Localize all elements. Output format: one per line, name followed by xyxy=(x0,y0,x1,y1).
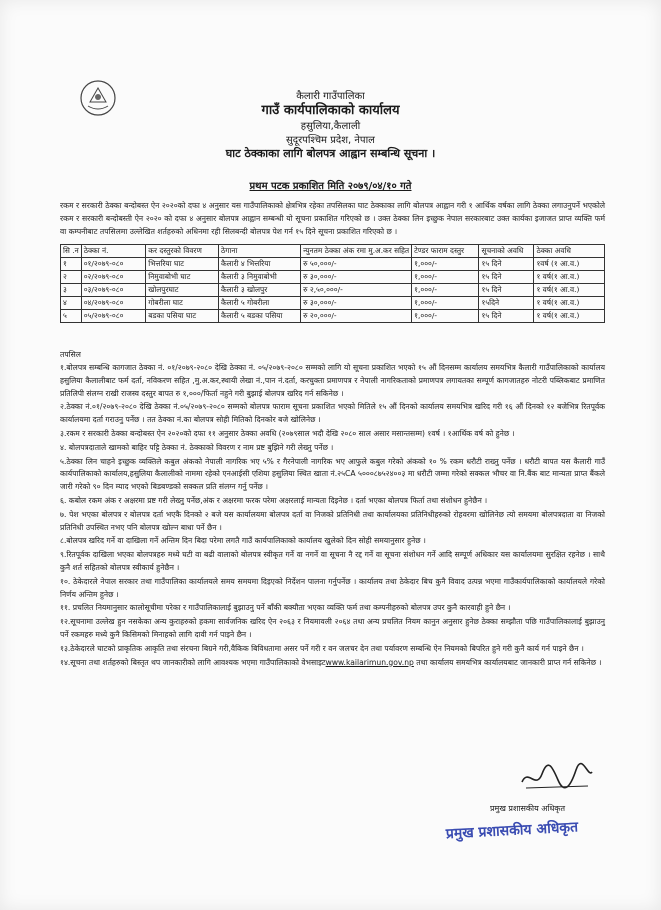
office-address: हसुलिया,कैलाली xyxy=(300,121,361,132)
table-cell: रु ३०,०००/- xyxy=(301,297,412,310)
table-cell: कैलारी ५ गोबरीला xyxy=(218,297,300,310)
table-cell: खोलपुरघाट xyxy=(146,284,219,297)
office-title: गाउँ कार्यपालिकाको कार्यालय xyxy=(261,103,400,118)
table-cell: १,०००/- xyxy=(412,284,479,297)
table-cell: ०४/२०७९-०८० xyxy=(81,297,146,310)
column-header: सूचनाको अवधि xyxy=(479,245,534,258)
table-cell: बडका पसिया घाट xyxy=(146,310,219,323)
rule-item: १२.सूचनामा उल्लेख हुन नसकेका अन्य कुराहरुको हकमा सार्वजनिक खरिद ऐन २०६३ र नियमावली २०६४ तथा अन्य प्रचलित नियम कानुन अनुसार हुनेछ ठेक्का सम्झौता पछि गाउँपालिकालाई बुझाउनु पर्ने रकमहरु मध्ये कुनै किसिमको मिनाहको लागि दावी गर्न पाइने छैन । xyxy=(60,617,605,639)
municipality-name: कैलारी गाउँपालिका xyxy=(296,91,365,102)
table-cell: गोबरीला घाट xyxy=(146,297,219,310)
table-cell: निमुवाबोभी घाट xyxy=(146,271,219,284)
table-cell: २ xyxy=(61,271,82,284)
column-header: सि .न xyxy=(61,245,82,258)
table-cell: १,०००/- xyxy=(412,258,479,271)
rule-item: १३.ठेकेदारले घाटको प्राकृतिक आकृति तथा संरचना बिग्रने गरी,वैकिक बिविधतामा असर पर्ने गरी र वन जलचर देन तथा पर्यावरण सम्बन्धि ऐन नियमको बिपरित हुने गरी कुनै कार्य गर्न पाइने छैन । xyxy=(60,643,584,653)
table-row xyxy=(61,258,605,271)
province-line: सुदूरपश्चिम प्रदेश, नेपाल xyxy=(286,135,375,146)
table-cell: १ xyxy=(61,258,82,271)
rule-item-14 xyxy=(60,657,605,670)
tapsil-label: तपसिल xyxy=(60,350,81,359)
table-cell: कैलारी ३ खोलपुर xyxy=(218,284,300,297)
signature-icon xyxy=(518,760,596,796)
table-cell: १ वर्ष(१ आ.व.) xyxy=(534,271,605,284)
table-cell: १५ दिने xyxy=(479,271,534,284)
table-cell: १५ दिने xyxy=(479,284,534,297)
intro-paragraph: रकम र सरकारी ठेक्का बन्दोबस्त ऐन २०२०को दफा ४ अनुसार यस गाउँपालिकाको क्षेत्रभित्र रहेका तपसिलका घाट ठेक्काका लागि बोलपत्र आह्वान गरी १ आर्थिक वर्षका लागि ठेक्का लगाउनुपर्ने भएकोले रकम र सरकारी बन्दोबस्ती ऐन २०२० को दफा ४ अनुसार बोलपत्र आह्वान सम्बन्धी यो सूचना प्रकाशित गरिएको छ । उक्त ठेक्का लिन इच्छुक नेपाल सरकारबाट उक्त कार्यका इजाजत प्राप्त व्यक्ति फर्म वा कम्पनीबाट तपसिलमा उल्लेखित शर्तहरुको अधिनमा रही सिलबन्दी बोलपत्र पेश गर्न १५ दिने सूचना प्रकाशित गरिएको छ । xyxy=(60,201,605,236)
rule-item: ५.ठेक्का लिन चाहने इच्छुक व्यक्तिले कबुल अंकको नेपाली नागरिक भए ५% र गैरनेपाली नागरिक भए आफुले कबुल गरेको अंकको १० % रकम धरौटी राख्नु पर्नेछ । धरौटी बापत यस कैलारी गाउँ कार्यपालिकाको कार्यालय,हसुलिया कैलालीको नाममा रहेको एनआईसी एशिया हसुलिया स्थित खाता नं.२५CA ५०००८७५२४००३ मा धरौटी जम्मा गरेको सक्कल भौचर वा नि.बैंक बाट मान्यता प्राप्त बैंकले जारी गरेको ९० दिन म्याद भएको बिडबण्डको सक्कल प्रति संलग्न गर्नु पर्नेछ । xyxy=(60,456,605,492)
table-cell: १५दिने xyxy=(479,297,534,310)
table-cell: १ वर्ष(१ आ.व.) xyxy=(534,297,605,310)
signatory-title: प्रमुख प्रशासकीय अधिकृत xyxy=(490,804,566,813)
column-header: ठेक्का अवधि xyxy=(534,245,605,258)
table-cell: १,०००/- xyxy=(412,297,479,310)
tender-table xyxy=(60,244,605,323)
website-link[interactable]: www.kailarimun.gov.np xyxy=(325,657,414,667)
table-cell: भित्तरिया घाट xyxy=(146,258,219,271)
notice-subject: घाट ठेक्काका लागि बोलपत्र आह्वान सम्बन्धि सूचना । xyxy=(225,147,436,160)
table-cell: रु ३०,०००/- xyxy=(301,271,412,284)
table-cell: ०१/२०७९-०८० xyxy=(81,258,146,271)
table-cell: १,०००/- xyxy=(412,310,479,323)
table-cell: ४ xyxy=(61,297,82,310)
publish-date: प्रथम पटक प्रकाशित मिति २०७९/०४/१० गते xyxy=(249,181,412,192)
table-cell: कैलारी ३ निमुवाबोभी xyxy=(218,271,300,284)
rule-item: ११. प्रचलित नियमानुसार कालोसूचीमा परेका र गाउँपालिकालाई बुझाउनु पर्ने बाँकी बक्यौता भएका व्यक्ति फर्म तथा कम्पनीहरुको बोलपत्र उपर कुनै कारवाही हुने छैन । xyxy=(60,603,511,613)
column-header: टेण्डर फाराम दस्तुर xyxy=(412,245,479,258)
column-header: कर दस्तुरको विवरण xyxy=(146,245,219,258)
table-cell: ५ xyxy=(61,310,82,323)
column-header: ठेक्का नं. xyxy=(81,245,146,258)
table-cell: कैलारी ४ भित्तरिया xyxy=(218,258,300,271)
rule-item: ४. बोलपत्रदाताले खामको बाहिर पट्टि ठेक्का नं. ठेक्काको विवरण र नाम प्रष्ट बुझिने गरी लेख्नु पर्नेछ । xyxy=(60,442,334,452)
rule-item: १.बोलपत्र सम्बन्धि कागजात ठेक्का नं. ०१/२०७९-२०८० देखि ठेक्का नं. ०५/२०७९-२०८० सम्मको लागि यो सूचना प्रकाशित भएको १५ औं दिनसम्म कार्यालय समयभित्र कैलारी गाउँपालिकाको कार्यालय हसुलिया कैलालीबाट फर्म दर्ता, नविकरण सहित ,मु.अ.कर,स्थायी लेखा नं.,पान नं.दर्ता, करचुक्ता प्रमाणपत्र र नेपाली नागरिकताको प्रमाणपत्र लगायतका सम्पूर्ण कागजातहरु नोटरी पब्लिकबाट प्रमाणित प्रतिलिपी संलग्न राखी राजस्व दस्तुर बापत रु १,०००/फिर्ता नहुने गरी बुझाई बोलपत्र खरिद गर्न सकिनेछ । xyxy=(60,363,605,398)
column-header: न्युनतम ठेक्का अंक रमा मु.अ.कर सहित xyxy=(301,245,412,258)
rule-item: ७. पेश भएका बोलपत्र र बोलपत्र दर्ता भएकै दिनको २ बजे यस कार्यालयमा बोलपत्र दर्ता वा निजको प्रतिनिधी तथा कार्यालयका प्रतिनिधीहरुको रोहवरमा खोलिनेछ त्यो समयमा बोलपत्रदाता वा निजको प्रतिनिधी उपस्थित नभए पनि बोलपत्र खोल्न बाधा पर्ने छैन । xyxy=(60,509,605,532)
table-cell: कैलारी ५ बडका पसिया xyxy=(218,310,300,323)
rule-item: ९.रितपूर्वक दाखिला भएका बोलपत्रहरु मध्ये घटी वा बढी वालाको बोलपत्र स्वीकृत गर्ने वा नगर्ने वा सूचना नै रद्द गर्ने वा सूचना संशोधन गर्ने आदि सम्पूर्ण अधिकार यस कार्यालयमा सुरक्षित रहनेछ । साथै कुनै शर्त सहितको बोलपत्र स्वीकार्य हुनेछैन । xyxy=(60,550,605,572)
table-header-row xyxy=(61,245,605,258)
rule-14-text: १४.सूचना तथा शर्तहरुको बिस्तृत थप जानकारीको लागि आवश्यक भएमा गाउँपालिकाको वेभसाइट xyxy=(60,657,326,667)
table-cell: १वर्ष (१ आ.व.) xyxy=(534,258,605,271)
table-cell: ३ xyxy=(61,284,82,297)
table-cell: रु २०,०००/- xyxy=(301,310,412,323)
rule-item: ६. कबोल रकम अंक र अक्षरमा प्रष्ट गरी लेख्नु पर्नेछ,अंक र अक्षरमा फरक परेमा अक्षरलाई मान्यता दिइनेछ । दर्ता भएका बोलपत्र फिर्ता तथा संशोधन हुनेछैन । xyxy=(60,495,488,505)
rule-item: ८.बोलपत्र खरिद गर्ने वा दाखिला गर्ने अन्तिम दिन बिदा परेमा लगतै गाउँ कार्यपालिकाको कार्यालय खुलेको दिन सोही समयानुसार हुनेछ । xyxy=(60,536,426,546)
table-cell: ०२/२०७९-०८० xyxy=(81,271,146,284)
table-row xyxy=(61,271,605,284)
table-cell: १५ दिने xyxy=(479,258,534,271)
table-row xyxy=(61,297,605,310)
table-cell: ०३/२०७९-०८० xyxy=(81,284,146,297)
rule-item: ३.रकम र सरकारी ठेक्का बन्दोबस्त ऐन २०२०को दफा ११ अनुसार ठेक्का अवधि (२०७९साल भदौ देखि २०८० साल असार मसान्तसम्म) १वर्ष । १आर्थिक वर्ष को हुनेछ । xyxy=(60,428,515,438)
table-cell: १५ दिने xyxy=(479,310,534,323)
rule-item: १०. ठेकेदारले नेपाल सरकार तथा गाउँपालिका कार्यालयले समय समयमा दिइएको निर्देशन पालना गर्नुपर्नेछ । कार्यालय तथा ठेकेदार बिच कुनै विवाद उत्पन्न भएमा गाउँकार्यपालिकाको कार्यालयले गरेको निर्णय अन्तिम हुनेछ । xyxy=(60,576,605,599)
table-cell: रु २,५०,०००/- xyxy=(301,284,412,297)
table-row xyxy=(61,310,605,323)
table-cell: रु ५०,०००/- xyxy=(301,258,412,271)
rule-14-tail: तथा कार्यालय समयभित्र कार्यालयबाट जानकारी प्राप्त गर्न सकिनेछ । xyxy=(413,657,602,667)
column-header: ठेगाना xyxy=(218,245,300,258)
rule-item: २.ठेक्का नं.०१/२०७९-२०८० देखि ठेक्का नं.०५/२०७९-२०८० सम्मको बोलपत्र फाराम सूचना प्रकाशित भएको मितिले १५ औं दिनको कार्यालय समयभित्र खरिद गरी १६ औं दिनको १२ बजेभित्र रितपूर्वक कार्यालयमा दर्ता गराउनु पर्नेछ । तत ठेक्का नं.का बोलपत्र सोही मितिको दिनकोर बजे खोलिनेछ । xyxy=(60,402,605,425)
rules-list xyxy=(60,362,605,670)
table-cell: १,०००/- xyxy=(412,271,479,284)
official-stamp: प्रमुख प्रशासकीय अधिकृत xyxy=(445,819,579,843)
table-row xyxy=(61,284,605,297)
table-cell: १ वर्ष(१ आ.व.) xyxy=(534,284,605,297)
table-cell: ०५/२०७९-०८० xyxy=(81,310,146,323)
table-cell: १ वर्ष(१ आ.व.) xyxy=(534,310,605,323)
